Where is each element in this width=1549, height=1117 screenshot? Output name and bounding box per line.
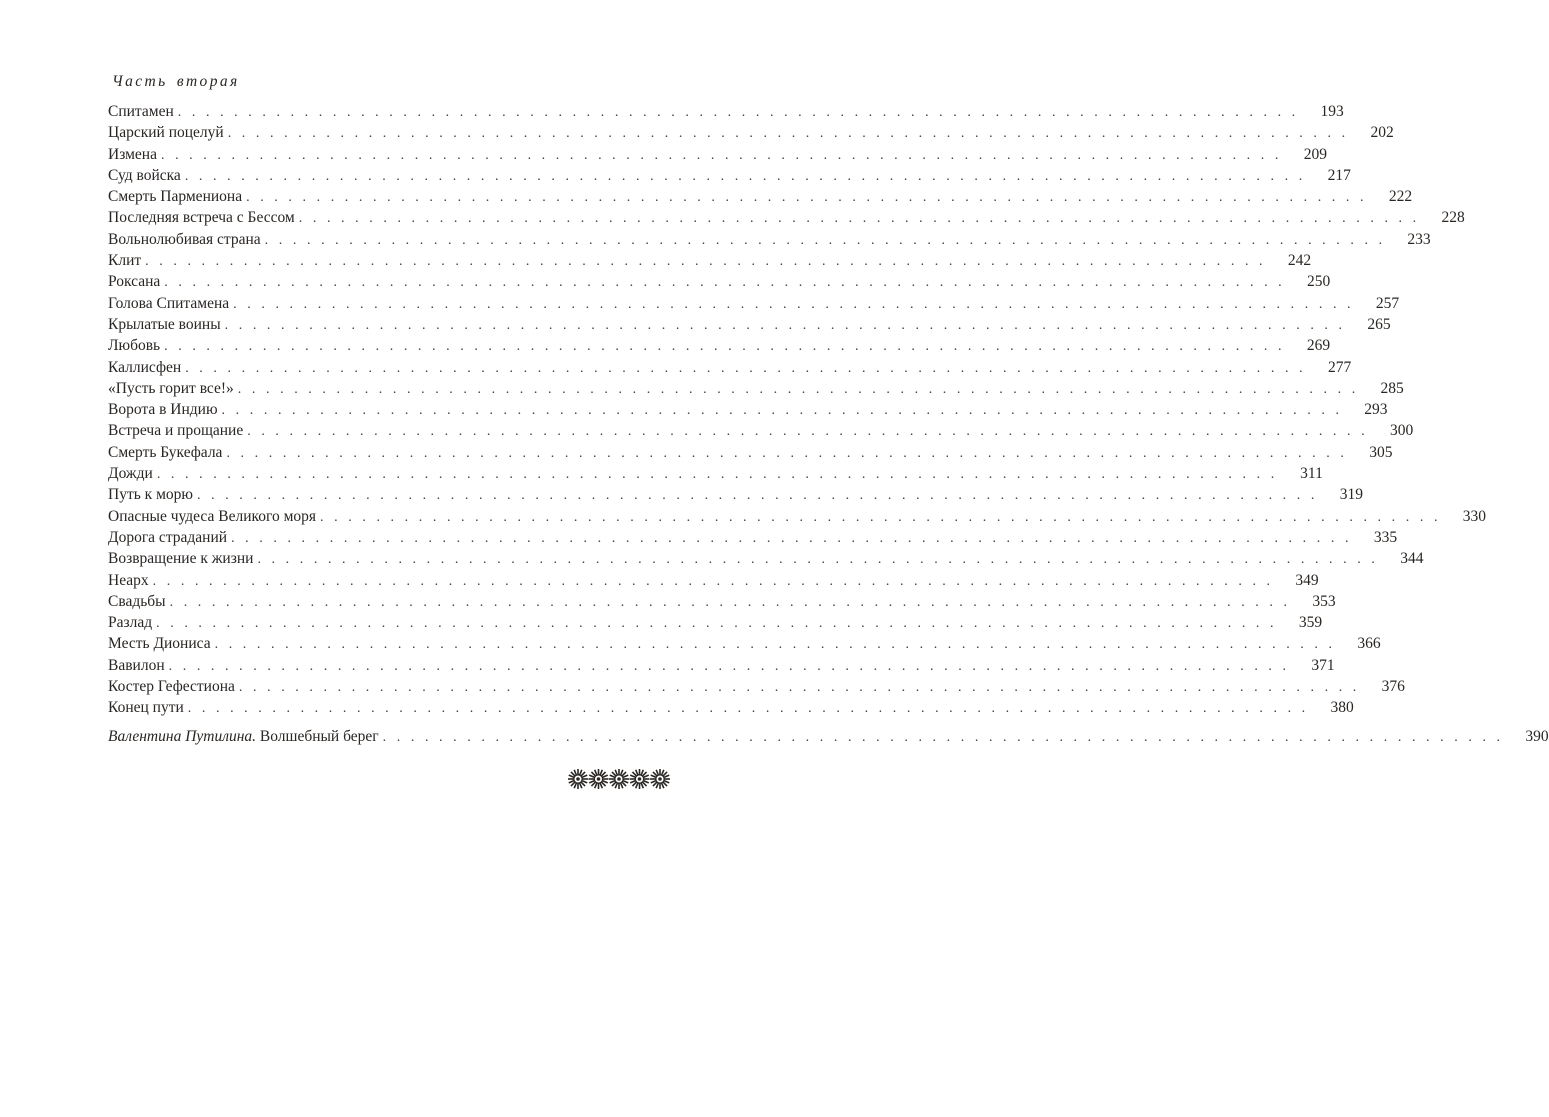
toc-entry[interactable]	[108, 122, 1394, 143]
dot-leader: ................................................................................	[164, 339, 1293, 355]
toc-entry-title: Путь к морю	[108, 486, 193, 504]
dot-leader: ................................................................................	[221, 403, 1350, 419]
dot-leader: ................................................................................	[264, 232, 1393, 248]
dot-leader: ................................................................................	[185, 360, 1314, 376]
toc-entry-page-number: 293	[1364, 401, 1388, 419]
dot-leader: ................................................................................	[177, 105, 1306, 120]
toc-entry[interactable]	[108, 633, 1381, 654]
toc-entry-title: Измена	[108, 145, 157, 163]
toc-entry-title: Смерть Пармениона	[108, 188, 243, 206]
toc-entry[interactable]	[108, 591, 1336, 612]
dot-leader: ................................................................................	[246, 190, 1375, 206]
afterword-entry[interactable]	[108, 726, 1549, 747]
toc-entry-title: Смерть Букефала	[108, 443, 223, 461]
dot-leader: ................................................................................	[237, 381, 1366, 397]
dot-leader: ................................................................................	[187, 701, 1316, 717]
toc-entry-title: Возвращение к жизни	[108, 550, 254, 568]
toc-entry[interactable]	[108, 442, 1393, 463]
toc-entry[interactable]	[108, 527, 1398, 548]
toc-entry-page-number: 366	[1357, 635, 1381, 653]
dot-leader: ................................................................................	[152, 573, 1281, 589]
toc-entry-title: Спитамен	[108, 103, 174, 120]
toc-entry-page-number: 257	[1375, 294, 1400, 312]
toc-entry[interactable]	[108, 229, 1431, 250]
toc-entry[interactable]	[108, 697, 1354, 718]
toc-entry-page-number: 242	[1287, 252, 1312, 270]
toc-list	[108, 101, 1487, 719]
toc-entry-title: Последняя встреча с Бессом	[108, 209, 295, 227]
part-title: Часть вторая	[112, 73, 240, 90]
dot-leader: ................................................................................	[145, 254, 1274, 270]
toc-entry-page-number: 359	[1298, 614, 1323, 632]
toc-entry-page-number: 300	[1389, 422, 1414, 440]
toc-entry-title: Костер Гефестиона	[108, 678, 235, 696]
toc-entry-title: Конец пути	[108, 699, 184, 717]
dot-leader: ................................................................................	[298, 211, 1427, 227]
toc-entry-title: Каллисфен	[108, 358, 182, 376]
toc-entry-page-number: 335	[1373, 528, 1398, 546]
dot-leader: ................................................................................	[160, 147, 1289, 163]
toc-entry[interactable]	[108, 293, 1400, 314]
toc-entry-page-number: 233	[1407, 230, 1431, 248]
toc-entry-page-number: 344	[1400, 550, 1424, 568]
toc-entry-title: Любовь	[108, 337, 161, 355]
rosette-icon	[609, 769, 629, 789]
dot-leader: ................................................................................	[168, 658, 1297, 674]
toc-entry-title: Свадьбы	[108, 592, 166, 610]
toc-entry[interactable]	[108, 420, 1414, 441]
toc-entry-title: Роксана	[108, 273, 161, 291]
dot-leader: ................................................................................	[156, 467, 1285, 483]
floral-ornament-icon	[567, 768, 671, 790]
dot-leader: ................................................................................	[233, 296, 1362, 312]
toc-entry-title: Крылатые воины	[108, 315, 221, 333]
toc-entry-title: Дожди	[108, 465, 153, 483]
toc-entry-page-number: 311	[1300, 465, 1323, 483]
toc-entry-page-number: 349	[1295, 571, 1319, 589]
toc-entry-page-number: 265	[1367, 315, 1391, 333]
toc-entry[interactable]	[108, 186, 1413, 207]
toc-entry-title: Клит	[108, 252, 142, 270]
toc-entry-page-number: 353	[1312, 592, 1336, 610]
toc-entry-page-number: 228	[1441, 209, 1465, 227]
rosette-icon	[568, 769, 588, 789]
toc-entry[interactable]	[108, 314, 1391, 335]
afterword-page-number: 390	[1525, 728, 1549, 745]
dot-leader: ................................................................................	[224, 317, 1353, 333]
toc-entry[interactable]	[108, 399, 1388, 420]
toc-entry-page-number: 222	[1388, 188, 1413, 206]
dot-leader: ................................................................................	[320, 509, 1449, 525]
dot-leader: ................................................................................	[247, 424, 1376, 440]
toc-entry[interactable]	[108, 655, 1335, 676]
dot-leader: ................................................................................	[184, 168, 1313, 184]
toc-entry-page-number: 209	[1303, 145, 1327, 163]
toc-entry[interactable]	[108, 484, 1363, 505]
toc-entry-page-number: 277	[1327, 358, 1352, 376]
toc-entry[interactable]	[108, 676, 1405, 697]
toc-entry-title: Месть Диониса	[108, 635, 211, 653]
dot-leader: ................................................................................	[214, 637, 1343, 653]
dot-leader: ................................................................................	[226, 445, 1355, 461]
toc-entry-page-number: 305	[1369, 443, 1393, 461]
toc-entry-page-number: 250	[1307, 273, 1331, 291]
toc-entry[interactable]	[108, 335, 1331, 356]
toc-entry-page-number: 380	[1330, 699, 1354, 717]
toc-entry-page-number: 269	[1306, 337, 1331, 355]
toc-entry-page-number: 319	[1339, 486, 1363, 504]
toc-entry-title: Разлад	[108, 614, 153, 632]
toc-entry-title: Вольнолюбивая страна	[108, 230, 261, 248]
toc-entry-title: Ворота в Индию	[108, 401, 218, 419]
toc-entry-page-number: 217	[1327, 166, 1351, 184]
afterword-title	[108, 726, 383, 747]
toc-entry[interactable]	[108, 144, 1327, 165]
afterword-work: Волшебный берег	[259, 728, 379, 745]
toc-entry-page-number: 330	[1462, 507, 1487, 525]
toc-entry-title: Царский поцелуй	[108, 124, 224, 142]
toc-entry[interactable]	[108, 250, 1312, 271]
toc-entry[interactable]	[108, 165, 1351, 186]
rosette-icon	[589, 769, 609, 789]
toc-entry[interactable]	[108, 506, 1487, 527]
dot-leader: ................................................................................	[238, 680, 1367, 696]
toc-entry-title: Неарх	[108, 571, 149, 589]
toc-entry-title: «Пусть горит все!»	[108, 379, 234, 397]
dot-leader: ................................................................................	[169, 594, 1298, 610]
toc-entry-page-number: 193	[1320, 103, 1344, 120]
toc-entry[interactable]	[108, 570, 1319, 591]
toc-entry[interactable]	[108, 548, 1424, 569]
toc-entry-title: Голова Спитамена	[108, 294, 230, 312]
toc-entry-page-number: 202	[1370, 124, 1394, 142]
toc-entry[interactable]	[108, 612, 1323, 633]
dot-leader: ................................................................................	[196, 488, 1325, 504]
toc-entry-title: Вавилон	[108, 656, 165, 674]
toc-entry[interactable]	[108, 357, 1352, 378]
toc-entry[interactable]	[108, 463, 1323, 484]
toc-entry-page-number: 376	[1381, 678, 1405, 696]
dot-leader: ................................................................................	[164, 275, 1293, 291]
toc-entry-title: Встреча и прощание	[108, 422, 244, 440]
toc-entry[interactable]	[108, 378, 1404, 399]
afterword-author: Валентина Путилина.	[108, 728, 257, 745]
dot-leader: ................................................................................	[227, 126, 1356, 142]
toc-entry[interactable]	[108, 101, 1344, 122]
dot-leader: ................................................................................	[156, 616, 1285, 632]
toc-page	[108, 0, 1549, 1117]
rosette-icon	[630, 769, 650, 789]
toc-entry-title: Дорога страданий	[108, 528, 228, 546]
dot-leader: ................................................................................	[231, 530, 1360, 546]
toc-entry-title: Опасные чудеса Великого моря	[108, 507, 317, 525]
toc-entry[interactable]	[108, 207, 1465, 228]
toc-entry-title: Суд войска	[108, 166, 181, 184]
toc-entry[interactable]	[108, 271, 1331, 292]
dot-leader: ................................................................................	[382, 730, 1511, 745]
toc-entry-page-number: 285	[1380, 379, 1404, 397]
toc-entry-page-number: 371	[1311, 656, 1335, 674]
dot-leader: ................................................................................	[257, 552, 1386, 568]
rosette-icon	[650, 769, 670, 789]
